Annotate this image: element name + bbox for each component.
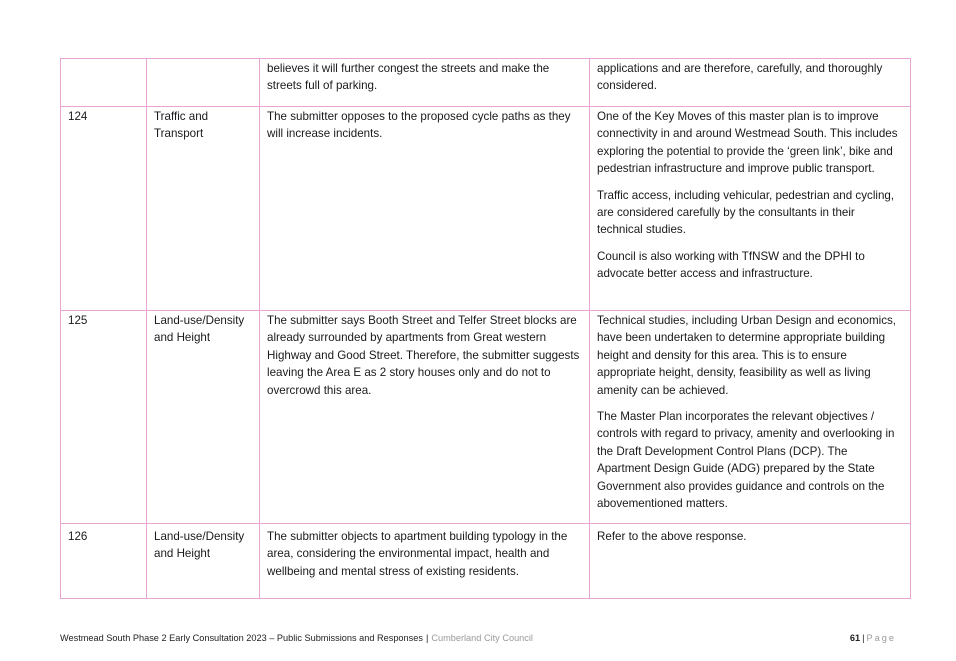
cell-response bbox=[590, 524, 911, 599]
cell-response bbox=[590, 107, 911, 311]
response-paragraph: applications and are therefore, carefully, and thoroughly considered. bbox=[597, 62, 883, 93]
cell-category: Land-use/Density and Height bbox=[147, 311, 260, 524]
response-paragraph: One of the Key Moves of this master plan is to improve connectivity in and around Westmead South. This includes exploring the potential to provide the ‘green link’, bike and pedestrian infrastructure and improve public transport. bbox=[597, 110, 898, 176]
cell-response bbox=[590, 311, 911, 524]
cell-number: 125 bbox=[61, 311, 147, 524]
response-paragraph: Council is also working with TfNSW and the DPHI to advocate better access and infrastructure. bbox=[597, 249, 865, 281]
table-row bbox=[61, 311, 911, 524]
cell-submission: The submitter objects to apartment building typology in the area, considering the environmental impact, health and wellbeing and mental stress of existing residents. bbox=[260, 524, 590, 599]
page-number: 61 bbox=[849, 633, 861, 643]
footer-council-name: Cumberland City Council bbox=[431, 633, 533, 643]
footer-separator: | bbox=[425, 633, 429, 643]
submissions-table bbox=[60, 58, 911, 599]
cell-submission: The submitter opposes to the proposed cycle paths as they will increase incidents. bbox=[260, 107, 590, 311]
cell-submission: The submitter says Booth Street and Telfer Street blocks are already surrounded by apartments from Great western Highway and Good Street. Therefore, the submitter suggests leaving the Area E as 2 story houses only and do not to overcrowd this area. bbox=[260, 311, 590, 524]
page-footer bbox=[60, 632, 896, 644]
table-row bbox=[61, 59, 911, 107]
footer-title: Westmead South Phase 2 Early Consultation 2023 – Public Submissions and Responses bbox=[60, 633, 423, 643]
response-paragraph: Technical studies, including Urban Design and economics, have been undertaken to determine appropriate building height and density for this area. This is to ensure appropriate height, density, feasibility as well as living amenity can be achieved. bbox=[597, 314, 897, 397]
cell-submission: believes it will further congest the streets and make the streets full of parking. bbox=[260, 59, 590, 107]
table-row bbox=[61, 107, 911, 311]
page-separator: | bbox=[862, 633, 865, 643]
page-label: Page bbox=[866, 633, 896, 643]
response-paragraph: Traffic access, including vehicular, pedestrian and cycling, are considered carefully by the consultants in their technical studies. bbox=[597, 188, 895, 237]
cell-category: Land-use/Density and Height bbox=[147, 524, 260, 599]
cell-category bbox=[147, 59, 260, 107]
cell-response bbox=[590, 59, 911, 107]
response-paragraph: The Master Plan incorporates the relevant objectives / controls with regard to privacy, amenity and overlooking in the Draft Development Control Plans (DCP). The Apartment Design Guide (ADG) prepared by the State Government also provides guidance and controls on the abovementioned matters. bbox=[597, 410, 895, 511]
cell-number bbox=[61, 59, 147, 107]
cell-category: Traffic and Transport bbox=[147, 107, 260, 311]
cell-number: 124 bbox=[61, 107, 147, 311]
response-paragraph: Refer to the above response. bbox=[597, 530, 747, 543]
table-row bbox=[61, 524, 911, 599]
cell-number: 126 bbox=[61, 524, 147, 599]
page-indicator bbox=[850, 632, 896, 644]
